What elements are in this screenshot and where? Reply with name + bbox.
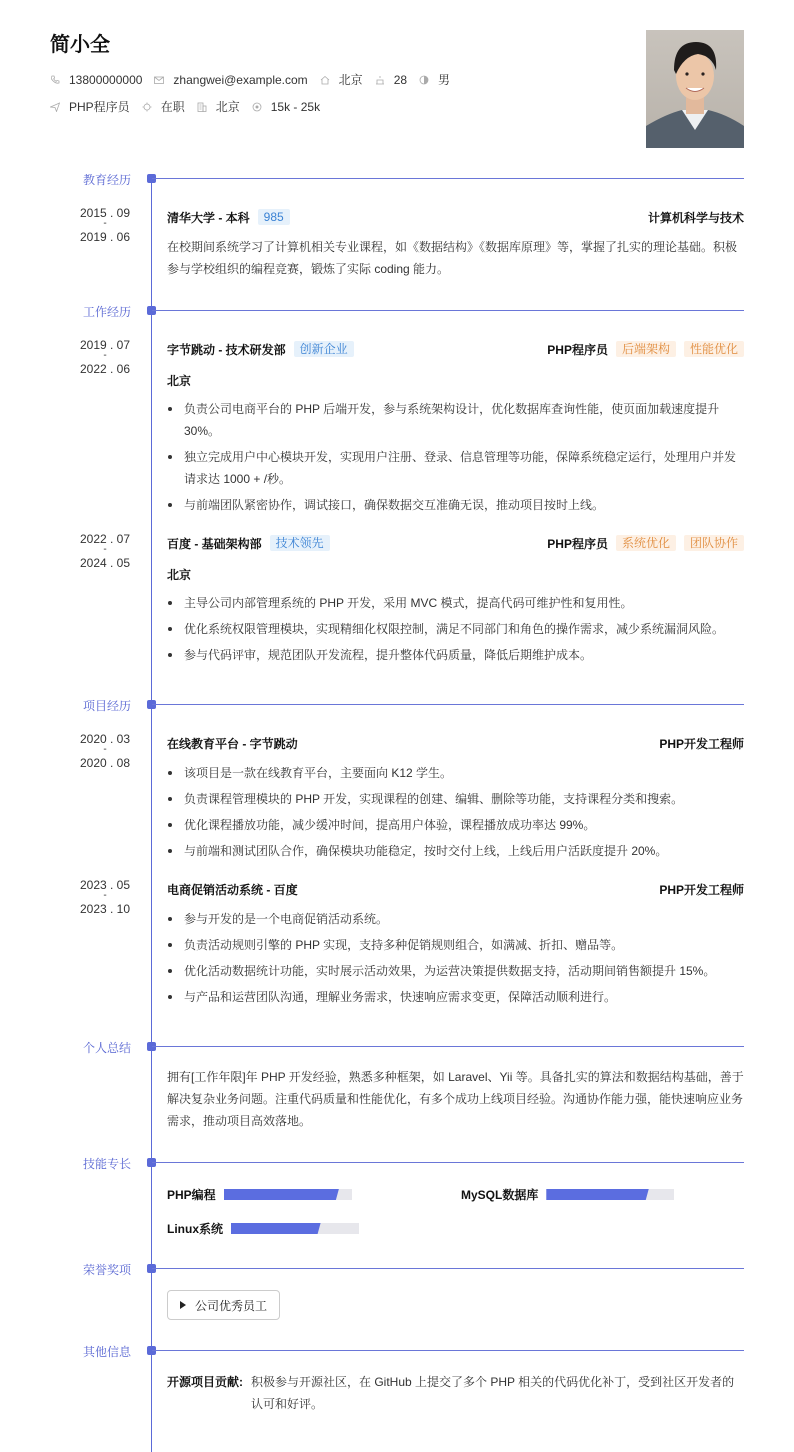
- skill-tag: 性能优化: [684, 341, 744, 357]
- timeline-axis: [151, 178, 152, 1452]
- section-title: 工作经历: [83, 305, 132, 319]
- project-header: [167, 880, 744, 898]
- age-item: [375, 73, 407, 87]
- section-education: [0, 172, 794, 186]
- contact-row: [50, 71, 462, 88]
- section-title: 其他信息: [83, 1345, 132, 1359]
- project-name: 在线教育平台 - 字节跳动: [167, 736, 298, 751]
- date-dash: -: [103, 350, 107, 361]
- section-divider: [152, 704, 744, 705]
- gender-item: [419, 71, 450, 88]
- education-date: [78, 206, 132, 244]
- candidate-name: 简小全: [50, 34, 110, 56]
- hometown-item: [320, 71, 363, 88]
- date-start: 2019 . 07: [79, 338, 131, 352]
- skill-tag: 系统优化: [616, 535, 676, 551]
- date-dash: -: [103, 744, 107, 755]
- job-role: PHP程序员: [547, 536, 608, 551]
- other-value: 积极参与开源社区，在 GitHub 上提交了多个 PHP 相关的代码优化补丁，受到社区开发者的认可和好评。: [251, 1375, 735, 1411]
- date-start: 2023 . 05: [79, 878, 131, 892]
- list-item: 负责活动规则引擎的 PHP 实现，支持多种促销规则组合，如满减、折扣、赠品等。: [167, 934, 744, 956]
- skill-bar: [546, 1189, 674, 1200]
- skill-name: PHP编程: [167, 1188, 216, 1202]
- skill-bar-fill: [546, 1189, 648, 1200]
- work-date: [78, 532, 132, 570]
- section-title: 荣誉奖项: [83, 1263, 132, 1277]
- summary-text: 拥有[工作年限]年 PHP 开发经验，熟悉多种框架，如 Laravel、Yii 等。具备扎实的算法和数据结构基础，善于解决复杂业务问题。注重代码质量和性能优化，有多个成功上线项目经验。沟通协作能力强，能快速响应业务需求，推动项目高效落地。: [167, 1070, 744, 1128]
- list-item: 优化课程播放功能，减少缓冲时间，提高用户体验，课程播放成功率达 99%。: [167, 814, 744, 836]
- building-icon: [197, 102, 207, 112]
- list-item: 与产品和运营团队沟通，理解业务需求，快速响应需求变更，保障活动顺利进行。: [167, 986, 744, 1008]
- list-item: 负责公司电商平台的 PHP 后端开发，参与系统架构设计，优化数据库查询性能，使页面加载速度提升 30%。: [167, 398, 744, 442]
- date-dash: -: [103, 218, 107, 229]
- salary-item: [252, 100, 320, 114]
- mail-icon: [154, 75, 164, 85]
- other-key: 开源项目贡献:: [167, 1375, 243, 1389]
- section-divider: [152, 1268, 744, 1269]
- award-item[interactable]: [167, 1290, 280, 1320]
- list-item: 该项目是一款在线教育平台，主要面向 K12 学生。: [167, 762, 744, 784]
- list-item: 主导公司内部管理系统的 PHP 开发，采用 MVC 模式，提高代码可维护性和复用性。: [167, 592, 744, 614]
- phone-icon: [50, 75, 60, 85]
- job-role: PHP程序员: [547, 342, 608, 357]
- position-value: PHP程序员: [69, 100, 130, 114]
- section-project: [0, 698, 794, 712]
- project-bullets: [167, 908, 744, 1012]
- list-item: 负责课程管理模块的 PHP 开发，实现课程的创建、编辑、删除等功能，支持课程分类和搜索。: [167, 788, 744, 810]
- school-tag: 985: [258, 209, 290, 225]
- company-tag: 技术领先: [270, 535, 330, 551]
- other-info: [167, 1371, 744, 1415]
- skill-name: MySQL数据库: [461, 1188, 539, 1202]
- skill-bar: [224, 1189, 352, 1200]
- status-value: 在职: [160, 100, 185, 114]
- skill-name: Linux系统: [167, 1222, 223, 1236]
- project-bullets: [167, 762, 744, 866]
- list-item: 参与开发的是一个电商促销活动系统。: [167, 908, 744, 930]
- project-date: [78, 732, 132, 770]
- date-end: 2024 . 05: [79, 556, 131, 570]
- send-icon: [50, 102, 60, 112]
- gender-icon: [419, 75, 429, 85]
- job-row: [50, 98, 332, 115]
- status-icon: [142, 102, 152, 112]
- work-location: 北京: [167, 568, 192, 582]
- work-date: [78, 338, 132, 376]
- section-title: 教育经历: [83, 173, 132, 187]
- date-end: 2022 . 06: [79, 362, 131, 376]
- project-role: PHP开发工程师: [659, 736, 744, 751]
- section-divider: [152, 310, 744, 311]
- work-bullets: [167, 398, 744, 520]
- company-name: 百度 - 基础架构部: [167, 536, 262, 551]
- city-value: 北京: [215, 100, 240, 114]
- list-item: 与前端团队紧密协作，调试接口，确保数据交互准确无误，推动项目按时上线。: [167, 494, 744, 516]
- city-item: [197, 98, 240, 115]
- section-work: [0, 304, 794, 318]
- award-label: 公司优秀员工: [195, 1298, 268, 1313]
- date-start: 2015 . 09: [79, 206, 131, 220]
- section-divider: [152, 178, 744, 179]
- home-icon: [320, 75, 330, 85]
- age-icon: [375, 75, 385, 85]
- education-description: 在校期间系统学习了计算机相关专业课程，如《数据结构》《数据库原理》等，掌握了扎实的理论基础。积极参与学校组织的编程竞赛，锻炼了实际 coding 能力。: [167, 240, 738, 276]
- section-summary: [0, 1040, 794, 1054]
- skill-bar-fill: [231, 1223, 321, 1234]
- work-header: [167, 340, 744, 358]
- date-end: 2020 . 08: [79, 756, 131, 770]
- hometown-value: 北京: [338, 73, 363, 87]
- skill-tag: 后端架构: [616, 341, 676, 357]
- skill-item: [167, 1186, 352, 1203]
- education-header: [167, 208, 744, 226]
- email-address: zhangwei@example.com: [173, 72, 308, 87]
- project-role: PHP开发工程师: [659, 882, 744, 897]
- phone-item: [50, 73, 142, 87]
- list-item: 与前端和测试团队合作，确保模块功能稳定，按时交付上线，上线后用户活跃度提升 20%。: [167, 840, 744, 862]
- play-icon: [180, 1301, 186, 1309]
- date-end: 2019 . 06: [79, 230, 131, 244]
- date-start: 2020 . 03: [79, 732, 131, 746]
- section-title: 技能专长: [83, 1157, 132, 1171]
- date-dash: -: [103, 544, 107, 555]
- list-item: 独立完成用户中心模块开发，实现用户注册、登录、信息管理等功能，保障系统稳定运行，处理用户并发请求达 1000 + /秒。: [167, 446, 744, 490]
- section-awards: [0, 1262, 794, 1276]
- company-name: 字节跳动 - 技术研发部: [167, 342, 286, 357]
- skill-tag: 团队协作: [684, 535, 744, 551]
- date-end: 2023 . 10: [79, 902, 131, 916]
- gender-value: 男: [438, 73, 451, 87]
- salary-value: 15k - 25k: [270, 99, 321, 114]
- work-bullets: [167, 592, 744, 670]
- section-divider: [152, 1162, 744, 1163]
- email-item: [154, 73, 307, 87]
- skill-bar: [231, 1223, 359, 1234]
- list-item: 优化系统权限管理模块，实现精细化权限控制，满足不同部门和角色的操作需求，减少系统漏洞风险。: [167, 618, 744, 640]
- project-date: [78, 878, 132, 916]
- project-name: 电商促销活动系统 - 百度: [167, 882, 298, 897]
- section-title: 个人总结: [83, 1041, 132, 1055]
- company-tag: 创新企业: [294, 341, 354, 357]
- status-item: [142, 98, 185, 115]
- skill-item: [167, 1220, 359, 1237]
- project-header: [167, 734, 744, 752]
- list-item: 优化活动数据统计功能，实时展示活动效果，为运营决策提供数据支持，活动期间销售额提升 15%。: [167, 960, 744, 982]
- work-location: 北京: [167, 374, 192, 388]
- skill-bar-fill: [224, 1189, 339, 1200]
- salary-icon: [252, 102, 262, 112]
- date-start: 2022 . 07: [79, 532, 131, 546]
- date-dash: -: [103, 890, 107, 901]
- section-divider: [152, 1350, 744, 1351]
- profile-photo: [646, 30, 744, 148]
- skill-item: [461, 1186, 674, 1203]
- phone-number: 13800000000: [69, 72, 143, 87]
- section-skills: [0, 1156, 794, 1170]
- age-value: 28: [393, 72, 408, 87]
- school-name: 清华大学 - 本科: [167, 210, 250, 225]
- list-item: 参与代码评审，规范团队开发流程，提升整体代码质量，降低后期维护成本。: [167, 644, 744, 666]
- major: 计算机科学与技术: [647, 210, 744, 225]
- section-divider: [152, 1046, 744, 1047]
- work-header: [167, 534, 744, 552]
- position-item: [50, 98, 130, 115]
- section-other: [0, 1344, 794, 1358]
- section-title: 项目经历: [83, 699, 132, 713]
